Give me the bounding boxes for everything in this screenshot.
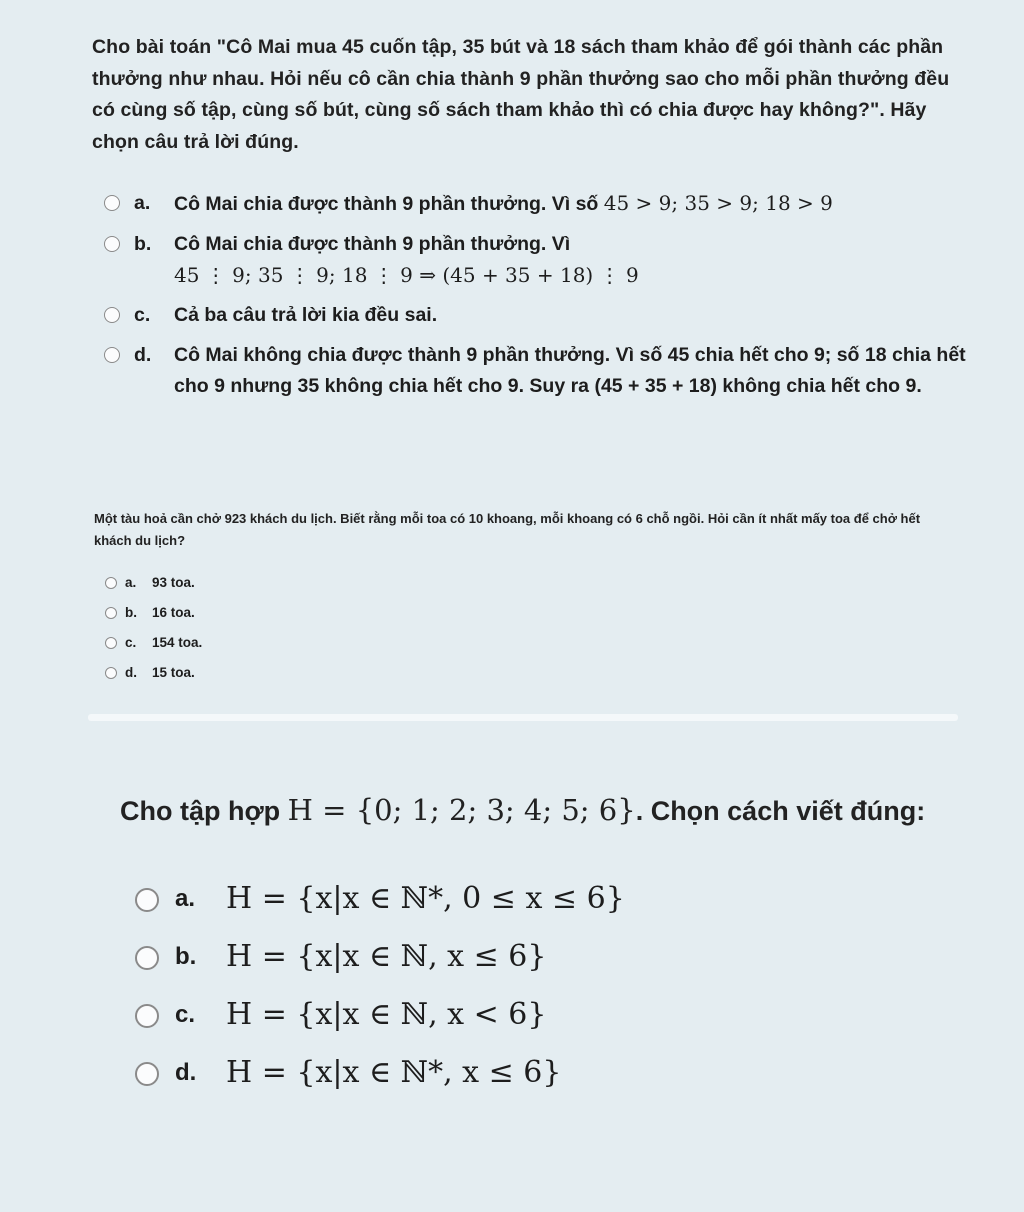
option-letter: c. xyxy=(175,1001,196,1028)
option-letter: d. xyxy=(134,344,152,366)
q1-option-d[interactable] xyxy=(92,340,972,402)
stem-text-after: . Chọn cách viết đúng: xyxy=(635,796,926,826)
radio-button[interactable] xyxy=(104,347,120,363)
q1-option-b[interactable] xyxy=(92,229,972,291)
option-math: H = {x|x ∈ ℕ*, x ≤ 6} xyxy=(226,1055,562,1090)
option-letter: d. xyxy=(175,1059,197,1086)
question-2-stem: Một tàu hoả cần chở 923 khách du lịch. Biết rằng mỗi toa có 10 khoang, mỗi khoang có 6 chỗ ngồi. Hỏi cần ít nhất mấy toa để chở hết khách du lịch? xyxy=(94,511,921,548)
option-text: 154 toa. xyxy=(152,635,203,650)
q1-option-c[interactable] xyxy=(92,300,972,331)
option-text: 93 toa. xyxy=(152,575,195,590)
question-1-stem: Cho bài toán "Cô Mai mua 45 cuốn tập, 35 bút và 18 sách tham khảo để gói thành các phần thưởng như nhau. Hỏi nếu cô cần chia thành 9 phần thưởng sao cho mỗi phần thưởng đều có cùng số tập, cùng số bút, cùng số sách tham khảo thì có chia được hay không?". Hãy chọn câu trả lời đúng. xyxy=(92,36,950,153)
option-letter: b. xyxy=(175,943,197,970)
option-text: Cô Mai chia được thành 9 phần thưởng. Vì xyxy=(174,233,571,255)
radio-button[interactable] xyxy=(105,667,117,679)
question-3-options xyxy=(120,871,980,1103)
q2-option-a[interactable] xyxy=(94,568,954,598)
radio-button[interactable] xyxy=(104,236,120,252)
option-text: Cô Mai chia được thành 9 phần thưởng. Vì số xyxy=(174,193,604,215)
q3-option-d[interactable] xyxy=(120,1045,980,1103)
question-3 xyxy=(120,788,980,1103)
stem-text-before: Cho tập hợp xyxy=(120,796,288,826)
question-1 xyxy=(92,32,972,411)
q3-option-b[interactable] xyxy=(120,929,980,987)
option-text: Cả ba câu trả lời kia đều sai. xyxy=(174,304,438,326)
option-math: H = {x|x ∈ ℕ, x ≤ 6} xyxy=(226,939,547,974)
option-letter: a. xyxy=(134,192,151,214)
option-math: 45 > 9; 35 > 9; 18 > 9 xyxy=(603,191,833,215)
option-letter: a. xyxy=(125,575,137,590)
q3-option-a[interactable] xyxy=(120,871,980,929)
option-letter: c. xyxy=(125,635,137,650)
radio-button[interactable] xyxy=(135,1004,159,1028)
option-letter: b. xyxy=(134,233,152,255)
q2-option-d[interactable] xyxy=(94,658,954,688)
radio-button[interactable] xyxy=(104,307,120,323)
stem-math: H = {0; 1; 2; 3; 4; 5; 6} xyxy=(287,793,636,827)
q3-option-c[interactable] xyxy=(120,987,980,1045)
radio-button[interactable] xyxy=(135,1062,159,1086)
question-1-options xyxy=(92,188,972,402)
option-math: H = {x|x ∈ ℕ*, 0 ≤ x ≤ 6} xyxy=(226,881,625,916)
option-letter: a. xyxy=(175,885,196,912)
option-math: 45 ⋮ 9; 35 ⋮ 9; 18 ⋮ 9 ⇒ (45 + 35 + 18) ⋮ 9 xyxy=(174,263,639,287)
q2-option-c[interactable] xyxy=(94,628,954,658)
option-text: 16 toa. xyxy=(152,605,195,620)
option-letter: d. xyxy=(125,665,137,680)
question-2-options xyxy=(94,568,954,688)
radio-button[interactable] xyxy=(105,637,117,649)
option-math: H = {x|x ∈ ℕ, x < 6} xyxy=(226,997,547,1032)
radio-button[interactable] xyxy=(105,577,117,589)
option-text: 15 toa. xyxy=(152,665,195,680)
option-letter: c. xyxy=(134,304,151,326)
question-3-stem xyxy=(120,788,980,833)
q2-option-b[interactable] xyxy=(94,598,954,628)
radio-button[interactable] xyxy=(104,195,120,211)
radio-button[interactable] xyxy=(135,888,159,912)
option-letter: b. xyxy=(125,605,137,620)
option-text: Cô Mai không chia được thành 9 phần thưởng. Vì số 45 chia hết cho 9; số 18 chia hết cho 9 nhưng 35 không chia hết cho 9. Suy ra (45 + 35 + 18) không chia hết cho 9. xyxy=(174,344,966,397)
question-2 xyxy=(94,508,954,688)
radio-button[interactable] xyxy=(105,607,117,619)
section-divider xyxy=(88,714,958,721)
q1-option-a[interactable] xyxy=(92,188,972,220)
radio-button[interactable] xyxy=(135,946,159,970)
